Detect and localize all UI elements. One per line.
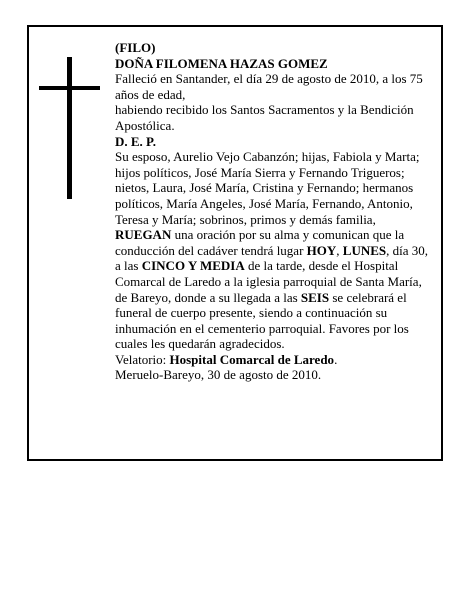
lunes-word: LUNES	[342, 242, 387, 258]
funeral-time: SEIS	[300, 289, 330, 305]
ruegan-word: RUEGAN	[115, 227, 172, 243]
place-and-date: Meruelo-Bareyo, 30 de agosto de 2010.	[115, 367, 322, 383]
hoy-word: HOY	[306, 242, 337, 258]
departure-time: CINCO Y MEDIA	[141, 258, 245, 274]
wake-label: Velatorio:	[115, 351, 170, 367]
announcement-text-2: ,	[336, 242, 343, 258]
wake-end: .	[334, 351, 338, 367]
obituary-notice	[27, 25, 443, 461]
obituary-text	[115, 40, 433, 383]
funeral-announcement	[115, 227, 433, 352]
announcement-text-3: , día 30, a las	[115, 242, 429, 274]
sacraments-statement: habiendo recibido los Santos Sacramentos y la Bendición Apostólica.	[115, 102, 414, 133]
death-statement: Falleció en Santander, el día 29 de agosto de 2010, a los 75 años de edad,	[115, 71, 423, 102]
wake-place: Hospital Comarcal de Laredo	[169, 351, 335, 367]
nickname: (FILO)	[115, 40, 156, 55]
deceased-name: DOÑA FILOMENA HAZAS GOMEZ	[115, 55, 328, 71]
dep-abbreviation: D. E. P.	[115, 133, 157, 149]
wake-location	[115, 352, 433, 368]
cross-icon-crossbar	[39, 86, 100, 90]
announcement-text-5: se celebrará el funeral de cuerpo presente, siendo a continuación su inhumación en el cementerio parroquial. Favores por los cuales les quedarán agradecidos.	[115, 289, 409, 352]
announcement-text-1: una oración por su alma y comunican que la conducción del cadáver tendrá lugar	[115, 227, 405, 258]
family-list: Su esposo, Aurelio Vejo Cabanzón; hijas, Fabiola y Marta; hijos políticos, José María Sierra y Fernando Trigueros; nietos, Laura, José María, Cristina y Fernando; hermanos políticos, María Angeles, José María, Fernando, Antonio, Teresa y María; sobrinos, primos y demás familia,	[115, 149, 420, 227]
announcement-text-4: de la tarde, desde el Hospital Comarcal de Laredo a la iglesia parroquial de Santa María, de Bareyo, donde a su llegada a las	[115, 258, 422, 305]
cross-icon	[67, 57, 72, 199]
